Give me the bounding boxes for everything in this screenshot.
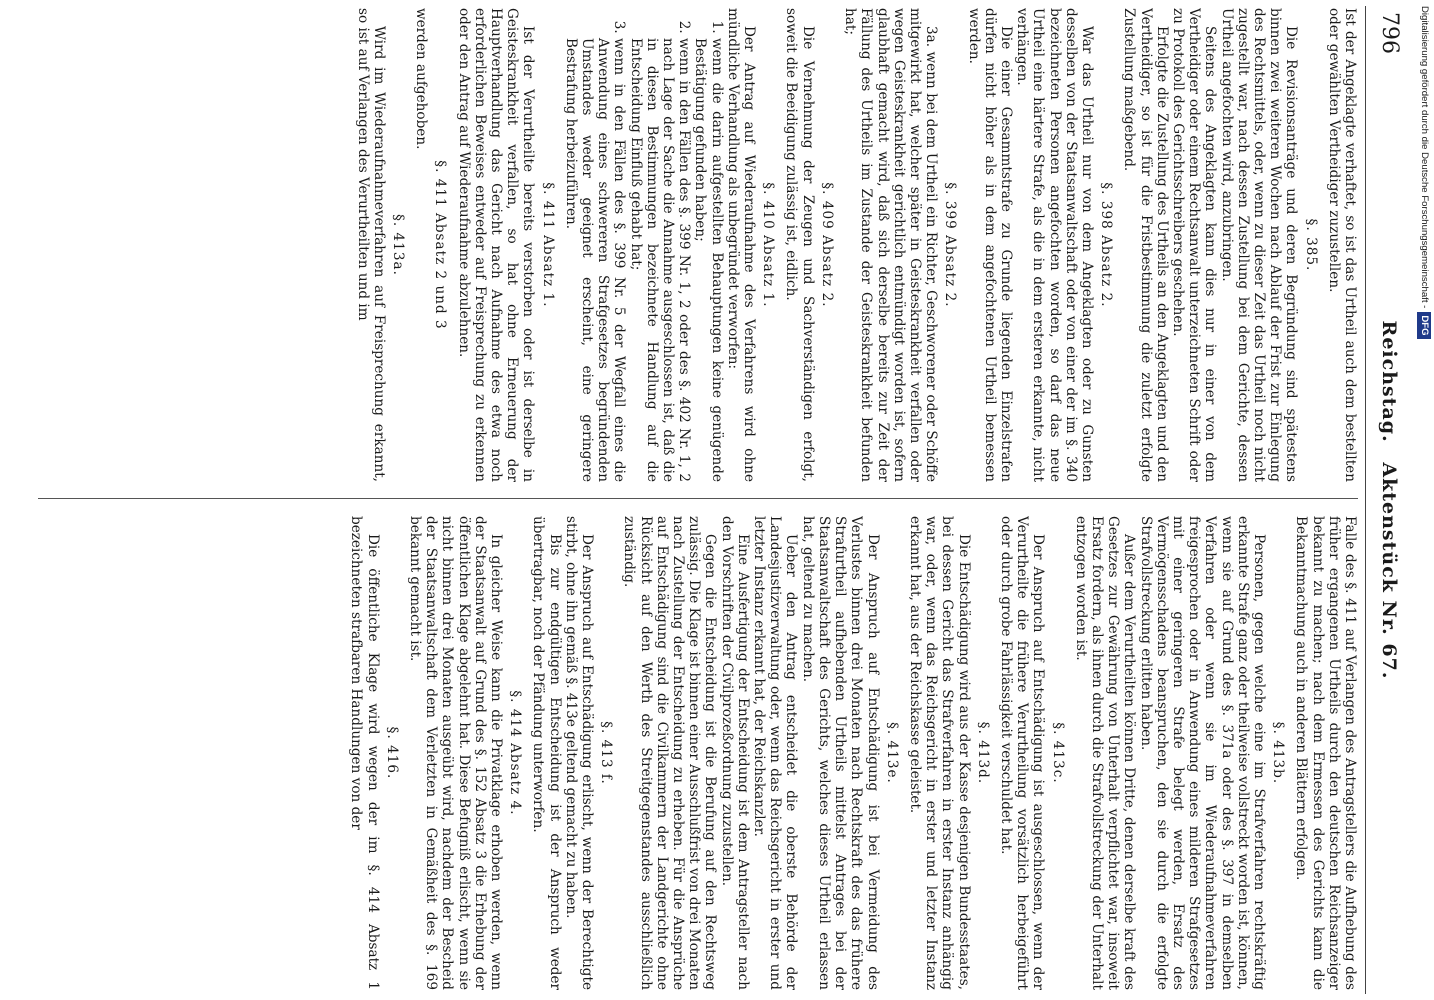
list-item: 2. wenn in den Fällen des §. 399 Nr. 1, 2 oder des §. 402 Nr. 1, 2 nach Lage der Sache die Annahme ausgeschlossen ist, daß die in diesen Bestimmungen bezeichnete Handlung auf die Entscheidung Einfluß gehabt hat; xyxy=(627,38,692,482)
section-heading: §. 413 f. xyxy=(598,721,615,785)
digitization-credit xyxy=(1414,0,1434,1000)
section-heading: §. 413e. xyxy=(883,722,900,784)
list-item: 3. wenn in den Fällen des §. 399 Nr. 5 der Wegfall eines die Anwendung eines schwereren Strafgesetzes begründenden Umstandes weder geeignet erscheint, eine geringere Bestrafung herbeizuführen. xyxy=(563,38,628,482)
numbered-list xyxy=(563,8,725,482)
column-divider xyxy=(38,498,1358,499)
page-content xyxy=(22,6,1410,994)
credit-text: Digitalisierung gefördert durch die Deutsche Forschungsgemeinschaft - xyxy=(1419,6,1430,309)
section-heading: §. 413d. xyxy=(974,721,991,785)
paragraph: Erfolgte die Zustellung des Urtheils an den Angeklagten und den Vertheidiger, so ist für die Fristbestimmung die zuletzt erfolgte Zustellung maßgebend. xyxy=(1121,8,1170,482)
running-title xyxy=(1378,6,1400,994)
left-column xyxy=(38,8,1358,482)
paragraph: Die Vernehmung der Zeugen und Sachverständigen erfolgt, soweit die Beeidigung zulässig ist, eidlich. xyxy=(783,8,816,482)
section-heading: §. 385. xyxy=(1302,218,1319,272)
dfg-logo: DFG xyxy=(1417,312,1431,338)
paragraph: Ist der Angeklagte verhaftet, so ist das Urtheil auch dem bestellten oder gewählten Vertheidiger zuzustellen. xyxy=(1325,8,1358,482)
paragraph: Bis zur endgültigen Entscheidung ist der Anspruch weder übertragbar, noch der Pfändung unterworfen. xyxy=(530,516,563,990)
paragraph: Der Anspruch auf Entschädigung ist ausgeschlossen, wenn der Verurtheilte die frühere Verurtheilung vorsätzlich herbeigeführt oder durch grobe Fahrlässigkeit verschuldet hat. xyxy=(997,516,1047,990)
paragraph: Personen, gegen welche eine im Strafverfahren rechtskräftig erkannte Strafe ganz oder theilweise vollstreckt worden ist, können, wenn sie auf Grund des §. 371a oder des §. 397 in demselben Verfahren oder wenn sie im Wiederaufnahmeverfahren freigesprochen oder in Anwendung eines milderen Strafgesetzes mit einer geringeren Strafe belegt werden, Ersatz des Vermögensschadens beanspruchen, den sie durch die erfolgte Strafvollstreckung erlitten haben. xyxy=(1137,516,1267,990)
section-heading: §. 413c. xyxy=(1049,722,1066,784)
paragraph: Die öffentliche Klage wird wegen der im §. 414 Absatz 1 bezeichneten strafbaren Handlungen von der xyxy=(348,516,381,990)
paragraph: Gegen die Entscheidung ist die Berufung auf den Rechtsweg zulässig. Die Klage ist binnen einer Ausschlußfrist von drei Monaten nach Zustellung der Entscheidung zu erheben. Für die Ansprüche auf Entschädigung sind die Civilkammern der Landgerichte ohne Rücksicht auf den Werth des Streitgegenstandes ausschließlich zuständig. xyxy=(621,516,719,990)
page-header xyxy=(1365,6,1410,994)
paragraph: In gleicher Weise kann die Privatklage erhoben werden, wenn der Staatsanwalt auf Grund des §. 152 Absatz 3 die Erhebung der öffentlichen Klage abgelehnt hat. Diese Befugniß erlischt, wenn sie nicht binnen drei Monaten ausgeübt wird, nachdem der Bescheid der Staatsanwaltschaft dem Verletzten in Gemäßheit des §. 169 bekannt gemacht ist. xyxy=(407,516,505,990)
section-heading: §. 411 Absatz 2 und 3 xyxy=(432,160,449,330)
paragraph: Ueber den Antrag entscheidet die oberste Behörde der Landesjustizverwaltung oder, wenn das Reichsgericht in erster und letzter Instanz erkannt hat, der Reichskanzler. xyxy=(751,516,800,990)
section-heading: §. 398 Absatz 2. xyxy=(1098,182,1115,308)
paragraph: Seitens des Angeklagten kann dies nur in einer von dem Vertheidiger oder einem Rechtsanwalt unterzeichneten Schrift oder zu Protokoll des Gerichtsschreibers geschehen. xyxy=(1169,8,1219,482)
section-heading: §. 413a. xyxy=(390,214,407,276)
section-heading: §. 416. xyxy=(383,726,400,780)
paragraph: Der Antrag auf Wiederaufnahme des Verfahrens wird ohne mündliche Verhandlung als unbegründet verworfen: xyxy=(724,8,758,482)
paragraph: Die einer Gesammtstrafe zu Grunde liegenden Einzelstrafen dürfen nicht höher als in dem angefochtenen Urtheil bemessen werden. xyxy=(965,8,1014,482)
paragraph: Der Anspruch auf Entschädigung erlischt, wenn der Berechtigte stirbt, ohne ihn gemäß §. 413e geltend gemacht zu haben. xyxy=(562,516,596,990)
paragraph: War das Urtheil nur von dem Angeklagten oder zu Gunsten desselben von der Staatsanwaltschaft oder von einer der im §. 340 bezeichneten Personen angefochten worden, so darf das neue Urtheil eine härtere Strafe, als die in dem ersteren erkannte, nicht verhängen. xyxy=(1014,8,1095,482)
paragraph: Außer dem Verurtheilten können Dritte, denen derselbe kraft des Gesetzes zur Gewährung von Unterhalt verpflichtet war, insoweit Ersatz fordern, als ihnen durch die Strafvollstreckung der Unterhalt entzogen worden ist. xyxy=(1072,516,1138,990)
paragraph: Der Anspruch auf Entschädigung ist bei Vermeidung des Verlustes binnen drei Monaten nach Rechtskraft des das frühere Strafurtheil aufhebenden Urtheils mittelst Antrages bei der Staatsanwaltschaft des Gerichts, welches dieses Urtheil erlassen hat, geltend zu machen. xyxy=(799,516,881,990)
page-number: 796 xyxy=(1377,12,1402,54)
section-heading: §. 414 Absatz 4. xyxy=(507,690,524,816)
right-column xyxy=(38,516,1358,990)
paragraph: Eine Ausfertigung der Entscheidung ist dem Antragsteller nach den Vorschriften der Civilprozeßordnung zuzustellen. xyxy=(718,516,751,990)
paragraph: Die Entschädigung wird aus der Kasse desjenigen Bundesstaates, bei dessen Gericht das Strafverfahren in erster Instanz anhängig war, oder, wenn das Reichsgericht in erster und letzter Instanz erkannt hat, aus der Reichskasse geleistet. xyxy=(906,516,972,990)
running-title-left: Reichstag. xyxy=(1378,320,1400,443)
paragraph: Wird im Wiederaufnahmeverfahren auf Freisprechung erkannt, so ist auf Verlangen des Verurtheilten und im xyxy=(354,8,387,482)
section-heading: §. 399 Absatz 2. xyxy=(942,182,959,308)
section-heading: §. 409 Absatz 2. xyxy=(818,182,835,308)
section-heading: §. 413b. xyxy=(1270,721,1287,785)
paragraph: Die Revisionsanträge und deren Begründung sind spätestens binnen zwei weiteren Wochen nach Ablauf der Frist zur Einlegung des Rechtsmittels, oder, wenn zu dieser Zeit das Urtheil noch nicht zugestellt war, nach dessen Zustellung bei dem Gerichte, dessen Urtheil angefochten wird, anzubringen. xyxy=(1218,8,1300,482)
paragraph: Falle des §. 411 auf Verlangen des Antragstellers die Aufhebung des früher ergangenen Urtheils durch den deutschen Reichsanzeiger bekannt zu machen; nach dem Ermessen des Gerichts kann die Bekanntmachung auch in anderen Blättern erfolgen. xyxy=(1293,516,1358,990)
scanned-page xyxy=(22,0,1410,1000)
section-heading: §. 411 Absatz 1. xyxy=(539,182,556,308)
paragraph: Ist der Verurtheilte bereits verstorben oder ist derselbe in Geisteskrankheit verfallen, so hat ohne Erneuerung der Hauptverhandlung das Gericht nach Aufnahme des etwa noch erforderlichen Beweises entweder auf Freisprechung zu erkennen oder den Antrag auf Wiederaufnahme abzulehnen. xyxy=(455,8,537,482)
paragraph: 3a. wenn bei dem Urtheil ein Richter, Geschworener oder Schöffe mitgewirkt hat, welcher später in Geisteskrankheit verfallen oder wegen Geisteskrankheit gerichtlich entmündigt worden ist, sofern glaubhaft gemacht wird, daß sich derselbe bereits zur Zeit der Fällung des Urtheils im Zustande der Geisteskrankheit befunden hat; xyxy=(842,8,940,482)
list-item: 1. wenn die darin aufgestellten Behauptungen keine genügende Bestätigung gefunden haben; xyxy=(692,38,724,482)
paragraph: werden aufgehoben. xyxy=(413,8,430,150)
section-heading: §. 410 Absatz 1. xyxy=(760,182,777,308)
running-title-right: Aktenstück Nr. 67. xyxy=(1378,462,1400,680)
